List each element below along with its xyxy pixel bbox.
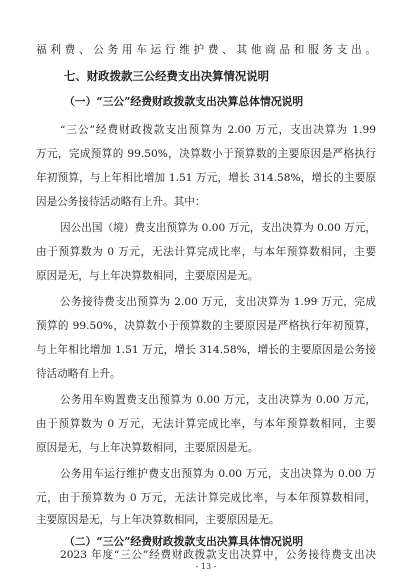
paragraph-line: 2023 年度“三公”经费财政拨款支出决算中，公务接待费支出决 — [60, 549, 376, 561]
page-number: - 13 - — [195, 562, 217, 571]
subsection-heading: （一）“三公”经费财政拨款支出决算总体情况说明 — [64, 95, 304, 108]
paragraph-line: “三公”经费财政拨款支出预算为 2.00 万元，支出决算为 1.99 — [60, 124, 376, 136]
paragraph-line: 待活动略有上升。 — [36, 368, 121, 380]
paragraph-line: 公务接待费支出预算为 2.00 万元，支出决算为 1.99 万元，完成 — [60, 296, 376, 308]
paragraph-line: 福利费、公务用车运行维护费、其他商品和服务支出。 — [36, 44, 376, 56]
subsection-heading: （二）“三公”经费财政拨款支出决算具体情况说明 — [64, 535, 304, 548]
paragraph-line: 年初预算，与上年相比增加 1.51 万元，增长 314.58%，增长的主要原 — [36, 172, 376, 184]
paragraph-line: 主要原因是无，与上年决算数相同，主要原因是无。 — [36, 514, 280, 526]
paragraph-line: 与上年相比增加 1.51 万元，增长 314.58%，增长的主要原因是公务接 — [36, 344, 376, 356]
paragraph-line: 由于预算数为 0 万元，无法计算完成比率，与本年预算数相同，主要 — [36, 246, 376, 258]
section-heading: 七、财政拨款三公经费支出决算情况说明 — [64, 69, 270, 83]
paragraph-line: 公务用车购置费支出预算为 0.00 万元，支出决算为 0.00 万元， — [60, 394, 376, 406]
paragraph-line: 公务用车运行维护费支出预算为 0.00 万元，支出决算为 0.00 万 — [60, 468, 376, 480]
paragraph-line: 因是公务接待活动略有上升。其中： — [36, 196, 206, 208]
paragraph-line: 预算的 99.50%，决算数小于预算数的主要原因是严格执行年初预算， — [36, 320, 376, 332]
paragraph-line: 因公出国（境）费支出预算为 0.00 万元，支出决算为 0.00 万元， — [60, 222, 376, 234]
paragraph-line: 由于预算数为 0 万元，无法计算完成比率，与本年预算数相同，主要 — [36, 418, 376, 430]
paragraph-line: 万元，完成预算的 99.50%，决算数小于预算数的主要原因是严格执行 — [36, 148, 376, 160]
paragraph-line: 元，由于预算数为 0 万元，无法计算完成比率，与本年预算数相同， — [36, 492, 376, 504]
paragraph-line: 原因是无，与上年决算数相同，主要原因是无。 — [36, 270, 259, 282]
paragraph-line: 原因是无，与上年决算数相同，主要原因是无。 — [36, 442, 259, 454]
